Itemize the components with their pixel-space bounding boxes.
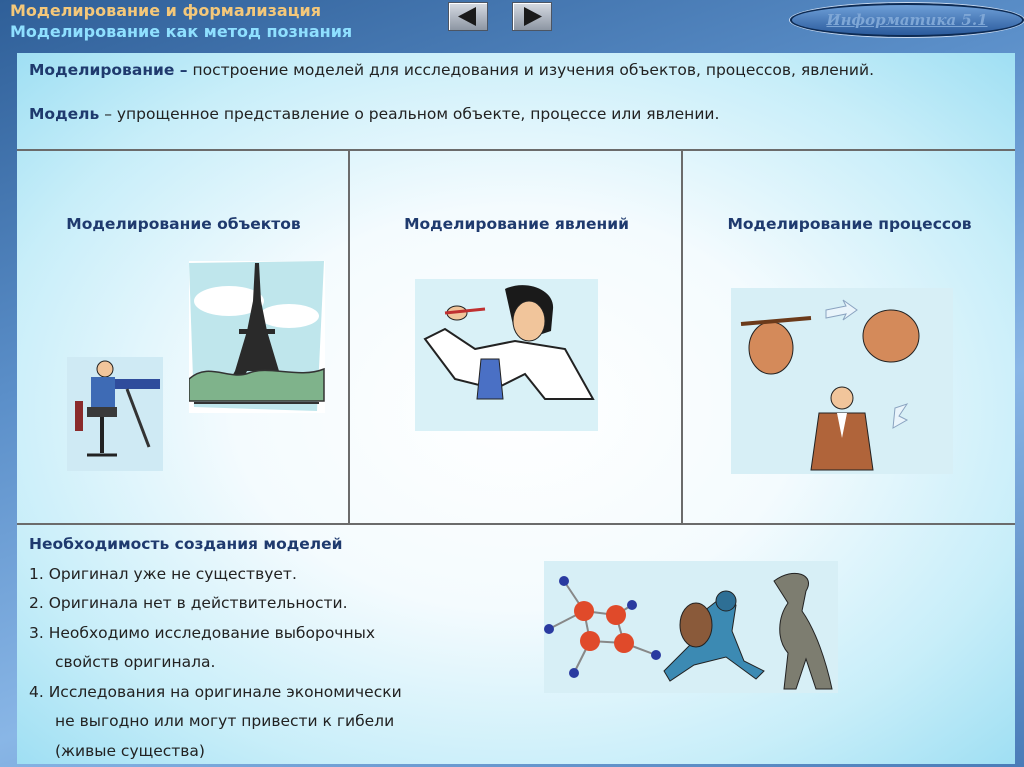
content-panel <box>17 53 1015 764</box>
prev-slide-button[interactable] <box>448 2 488 31</box>
need-item: 2. Оригинала нет в действительности. <box>29 594 348 612</box>
triangle-right-icon <box>513 3 551 30</box>
cell-title-phenomena: Моделирование явлений <box>404 215 629 233</box>
eiffel-tower-image <box>189 261 325 413</box>
cell-title-objects: Моделирование объектов <box>66 215 301 233</box>
modeling-types <box>17 149 1015 525</box>
term-model: Модель <box>29 105 100 123</box>
course-badge-link[interactable]: Информатика 5.1 <box>790 3 1024 37</box>
need-item: 1. Оригинал уже не существует. <box>29 564 297 583</box>
need-item-continuation: (живые существа) <box>55 741 205 760</box>
header-title: Моделирование и формализация <box>10 1 322 20</box>
definition-model-text: – упрощенное представление о реальном объекте, процессе или явлении. <box>99 105 720 123</box>
need-section <box>29 530 402 766</box>
need-item-continuation: свойств оригинала. <box>55 653 216 671</box>
scientist-image <box>415 279 598 431</box>
cell-title-processes: Моделирование процессов <box>727 215 972 233</box>
definition-model <box>29 105 874 123</box>
need-title: Необходимость создания моделей <box>29 535 343 553</box>
cell-processes <box>681 151 1016 523</box>
need-item-continuation: не выгодно или могут привести к гибели <box>55 712 395 730</box>
molecule-astronaut-dinosaur-image <box>544 561 838 693</box>
evolution-image <box>731 288 953 474</box>
term-modeling: Моделирование – <box>29 61 188 79</box>
triangle-left-icon <box>449 3 487 30</box>
definition-modeling <box>29 61 874 79</box>
person-at-desk-image <box>67 357 163 471</box>
definition-modeling-text: построение моделей для исследования и изучения объектов, процессов, явлений. <box>187 61 874 79</box>
need-item: 4. Исследования на оригинале экономически <box>29 682 402 701</box>
header-subtitle: Моделирование как метод познания <box>10 22 353 41</box>
need-item: 3. Необходимо исследование выборочных <box>29 623 376 642</box>
cell-phenomena <box>348 151 683 523</box>
definitions <box>29 61 874 149</box>
next-slide-button[interactable] <box>512 2 552 31</box>
cell-objects <box>17 151 350 523</box>
